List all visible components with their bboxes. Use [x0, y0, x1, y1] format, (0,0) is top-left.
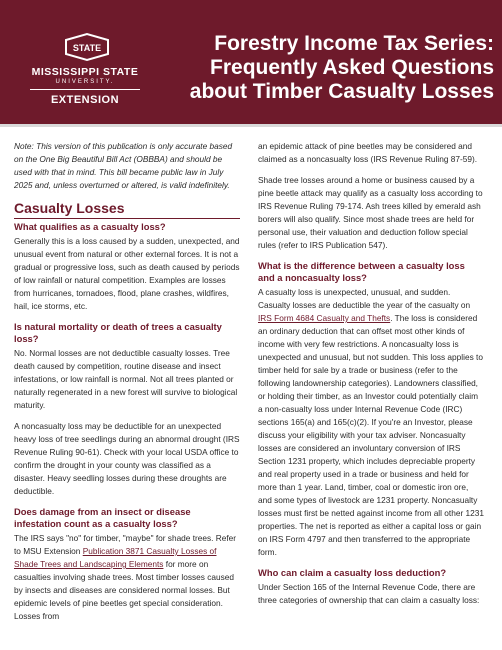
header-banner	[0, 0, 502, 127]
logo-university-name: MISSISSIPPI STATE	[31, 66, 139, 78]
answer-what-qualifies: Generally this is a loss caused by a sudden, unexpected, and unusual event from natural or other external forces. It is not a gradual or progressive loss, such as death caused by periods of low rainfall or natural competition. Examples are losses from hurricanes, tornadoes, flood, plane crashes, wildfires, hail, ice storms, etc.	[14, 236, 240, 311]
answer-casualty-vs-noncasualty	[258, 286, 484, 559]
logo-divider	[30, 89, 140, 90]
title-line-2: Frequently Asked Questions	[210, 56, 494, 79]
question-what-qualifies: What qualifies as a casualty loss?	[14, 221, 166, 232]
paragraph-noncasualty-drought: A noncasualty loss may be deductible for an unexpected heavy loss of tree seedlings during an abnormal drought (IRS Revenue Ruling 90-61). Check with your local USDA office to confirm the drought in your county was classified as a disaster. Heavy seedling losses during these droughts are deductible.	[14, 421, 240, 496]
logo-mark-text: STATE	[72, 43, 102, 53]
section-title-casualty-losses: Casualty Losses	[14, 200, 240, 219]
answer-insect-disease-text-a: The IRS says "no" for timber, "maybe" for shade trees. Refer to MSU Extension	[14, 533, 237, 556]
question-who-can-claim: Who can claim a casualty loss deduction?	[258, 567, 447, 578]
question-natural-mortality: Is natural mortality or death of trees a casualty loss?	[14, 321, 222, 344]
irs-form-4684-link[interactable]: IRS Form 4684 Casualty and Thefts	[258, 313, 391, 323]
obbba-note: Note: This version of this publication is only accurate based on the One Big Beautiful Bill Act (OBBBA) and should be used with that in mind. This bill became public law in July 2025 and, unless overturned or altered, is valid indefinitely.	[14, 141, 233, 190]
msu-extension-logo[interactable]	[14, 26, 156, 116]
right-column	[258, 140, 484, 615]
question-casualty-vs-noncasualty: What is the difference between a casualty loss and a noncasualty loss?	[258, 260, 465, 283]
logo-extension: EXTENSION	[50, 94, 120, 106]
answer-difference-text-a: A casualty loss is unexpected, unusual, and sudden. Casualty losses are deductible the year of the casualty on	[258, 287, 471, 310]
publication-3871-link[interactable]: Publication 3871 Casualty Losses of Shade Trees and Landscaping Elements	[14, 546, 217, 569]
answer-difference-text-b: . The loss is considered an ordinary deduction that can offset most other kinds of income with very few restrictions. A noncasualty loss is unexpected and unusual, but not sudden. This loss applies to timber held for sale by a trade or business (refer to the following landownership categories). Landowners classified, or holding their timber, as an Investor could potentially claim a non-casualty loss under Internal Revenue Code (IRC) sections 165(a) and 165(c)(2). If you're an Investor, please discuss your eligibility with your tax adviser. Noncasualty losses are considered an involuntary conversion of IRS Section 1231 property, which includes depreciable property and real property used in a trade or business and held for more than 1 year. Land, timber, coal or domestic iron ore, and some types of livestock are 1231 property. Noncasualty losses must first be netted against income from all other 1231 properties. The net is reported as either a capital loss or gain on IRS Form 4797 and then transferred to the appropriate form.	[258, 313, 484, 557]
question-insect-disease: Does damage from an insect or disease infestation count as a casualty loss?	[14, 506, 191, 529]
answer-who-can-claim: Under Section 165 of the Internal Revenue Code, there are three categories of ownership that can claim a casualty loss:	[258, 582, 480, 605]
logo-university-sub: UNIVERSITY.	[55, 79, 115, 85]
page-title	[160, 32, 494, 104]
answer-insect-disease-text-b: for more on casualties involving shade trees. Most timber losses caused by insects and diseases are considered normal losses. But epidemic levels of pine beetles get special consideration. Losses from	[14, 559, 234, 621]
answer-natural-mortality: No. Normal losses are not deductible casualty losses. Tree death caused by competition, routine disease and insect infestations, or low rainfall is normal. Not all trees planted or naturally regenerated in a new forest will survive to biological maturity.	[14, 348, 238, 410]
title-line-3: about Timber Casualty Losses	[189, 80, 494, 103]
title-line-1: Forestry Income Tax Series:	[214, 32, 494, 55]
left-column	[14, 140, 240, 631]
state-shield-icon	[64, 32, 110, 62]
answer-insect-disease	[14, 532, 240, 623]
paragraph-shade-tree: Shade tree losses around a home or business caused by a pine beetle attack may qualify as a casualty loss according to IRS Revenue Ruling 79-174. Ash trees killed by emerald ash borers will also qualify. Since most shade trees are held for personal use, their valuation and deduction follow special rules (refer to IRS Publication 547).	[258, 175, 483, 250]
paragraph-pine-beetle: an epidemic attack of pine beetles may be considered and claimed as a noncasualty loss (IRS Revenue Ruling 87-59).	[258, 141, 478, 164]
